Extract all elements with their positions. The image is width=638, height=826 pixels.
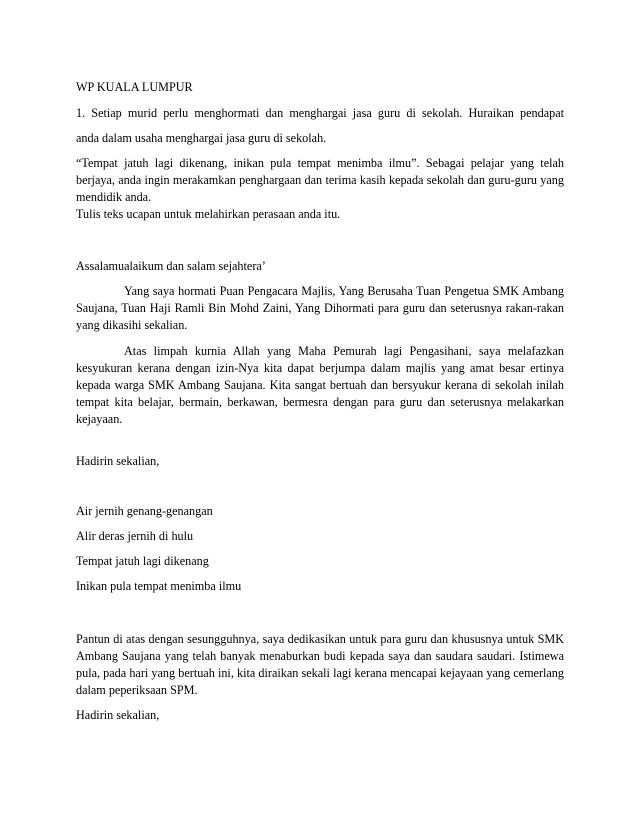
pantun-line-1: Air jernih genang-genangan <box>76 504 213 518</box>
dedication-paragraph: Pantun di atas dengan sesungguhnya, saya dedikasikan untuk para guru dan khususnya untuk SMK Ambang Saujana yang telah banyak menaburkan budi kepada saya dan saudara saudari. Istimewa pula, pada hari yang bertuah ini, kita diraikan sekali lagi kerana mencapai kejayaan yang cemerlang dalam peperiksaan SPM. <box>76 632 564 697</box>
gratitude-paragraph: Atas limpah kurnia Allah yang Maha Pemurah lagi Pengasihani, saya melafazkan kesyukuran kerana dengan izin-Nya kita dapat berjumpa dalam majlis yang amat besar ertinya kepada warga SMK Ambang Saujana. Kita sangat bertuah dan bersyukur kerana di sekolah inilah tempat kita belajar, bermain, berkawan, bermesra dengan para guru dan seterusnya melakarkan kejayaan. <box>76 344 564 426</box>
pantun-line-2: Alir deras jernih di hulu <box>76 529 194 543</box>
greeting-text: Assalamualaikum dan salam sejahtera’ <box>76 259 266 273</box>
address-hadirin-2: Hadirin sekalian, <box>76 708 160 722</box>
instruction-text: Tulis teks ucapan untuk melahirkan perasaan anda itu. <box>76 207 341 221</box>
pantun-line-3: Tempat jatuh lagi dikenang <box>76 554 209 568</box>
salutation-paragraph: Yang saya hormati Puan Pengacara Majlis, Yang Berusaha Tuan Pengetua SMK Ambang Saujana, Tuan Haji Ramli Bin Mohd Zaini, Yang Dihormati para guru dan seterusnya rakan-rakan yang dikasihi sekalian. <box>76 284 564 332</box>
quote-paragraph: “Tempat jatuh lagi dikenang, inikan pula tempat menimba ilmu”. Sebagai pelajar yang telah berjaya, anda ingin merakamkan penghargaan dan terima kasih kepada sekolah dan guru-guru yang mendidik anda. <box>76 156 564 204</box>
address-hadirin-1: Hadirin sekalian, <box>76 454 160 468</box>
question-line-2: anda dalam usaha menghargai jasa guru di sekolah. <box>76 131 327 145</box>
pantun-line-4: Inikan pula tempat menimba ilmu <box>76 579 242 593</box>
document-heading: WP KUALA LUMPUR <box>76 80 193 94</box>
question-line-1: 1. Setiap murid perlu menghormati dan menghargai jasa guru di sekolah. Huraikan pendapat <box>76 106 564 120</box>
